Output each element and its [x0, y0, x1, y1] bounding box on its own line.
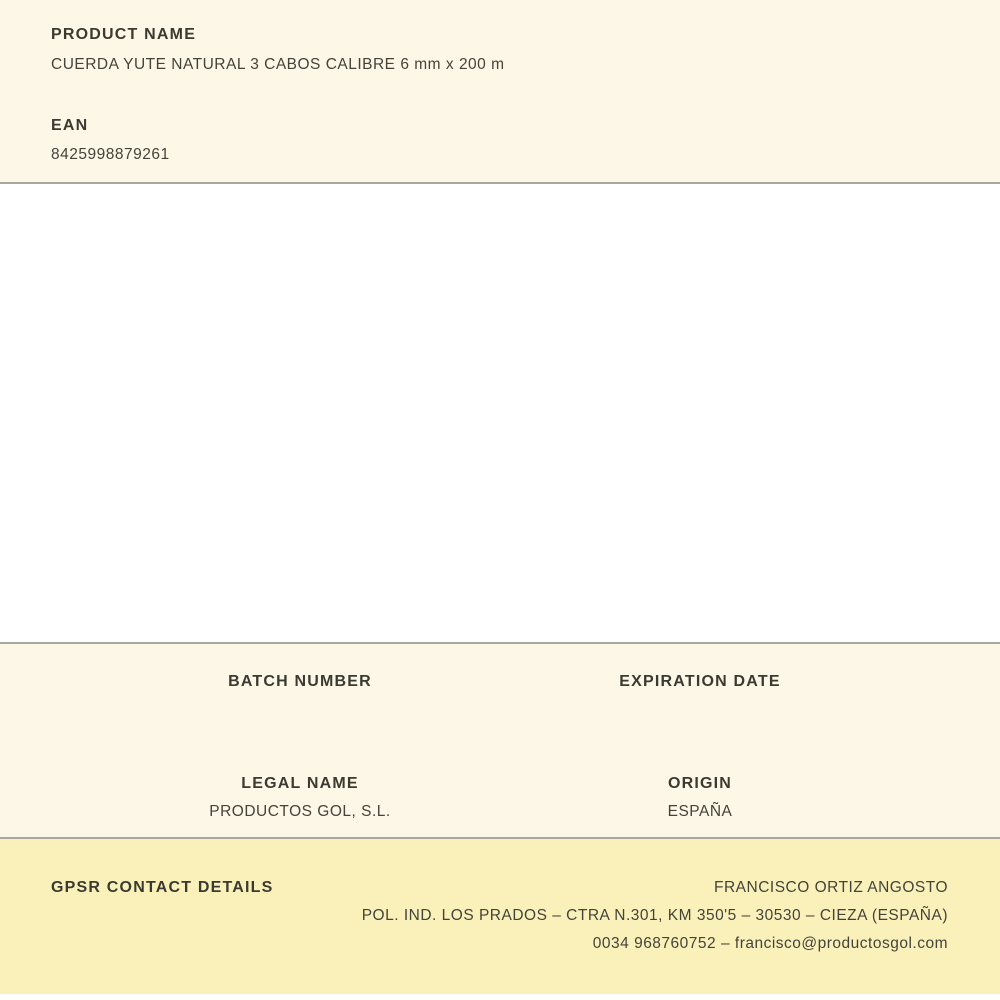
product-name-label: PRODUCT NAME — [51, 26, 197, 43]
origin-label: ORIGIN — [667, 775, 733, 792]
legal-name-label: LEGAL NAME — [241, 775, 359, 792]
product-image-area — [0, 184, 1000, 642]
ean-field — [51, 118, 949, 163]
batch-number-label: BATCH NUMBER — [228, 673, 372, 690]
origin-value: ESPAÑA — [667, 803, 733, 820]
ean-label: EAN — [51, 117, 89, 134]
gpsr-contact-label: GPSR CONTACT DETAILS — [51, 879, 274, 896]
expiration-date-field — [500, 674, 900, 702]
gpsr-contact-block — [362, 880, 948, 964]
product-header-section — [0, 0, 1000, 184]
ean-value: 8425998879261 — [51, 146, 170, 163]
gpsr-contact-name: FRANCISCO ORTIZ ANGOSTO — [714, 879, 948, 896]
expiration-date-label: EXPIRATION DATE — [619, 673, 781, 690]
batch-number-field — [100, 674, 500, 702]
product-details-section — [0, 642, 1000, 839]
gpsr-contact-section — [0, 839, 1000, 994]
gpsr-contact-address: POL. IND. LOS PRADOS – CTRA N.301, KM 350'5 – 30530 – CIEZA (ESPAÑA) — [361, 907, 948, 924]
details-row-batch-expiration — [100, 674, 900, 702]
product-name-field — [51, 27, 949, 73]
legal-name-value: PRODUCTOS GOL, S.L. — [209, 803, 391, 820]
product-name-value: CUERDA YUTE NATURAL 3 CABOS CALIBRE 6 mm x 200 m — [51, 56, 505, 73]
legal-name-field — [100, 776, 500, 820]
origin-field — [500, 776, 900, 820]
gpsr-contact-phone-email: 0034 968760752 – francisco@productosgol.com — [592, 935, 948, 952]
details-row-legal-origin — [100, 776, 900, 820]
